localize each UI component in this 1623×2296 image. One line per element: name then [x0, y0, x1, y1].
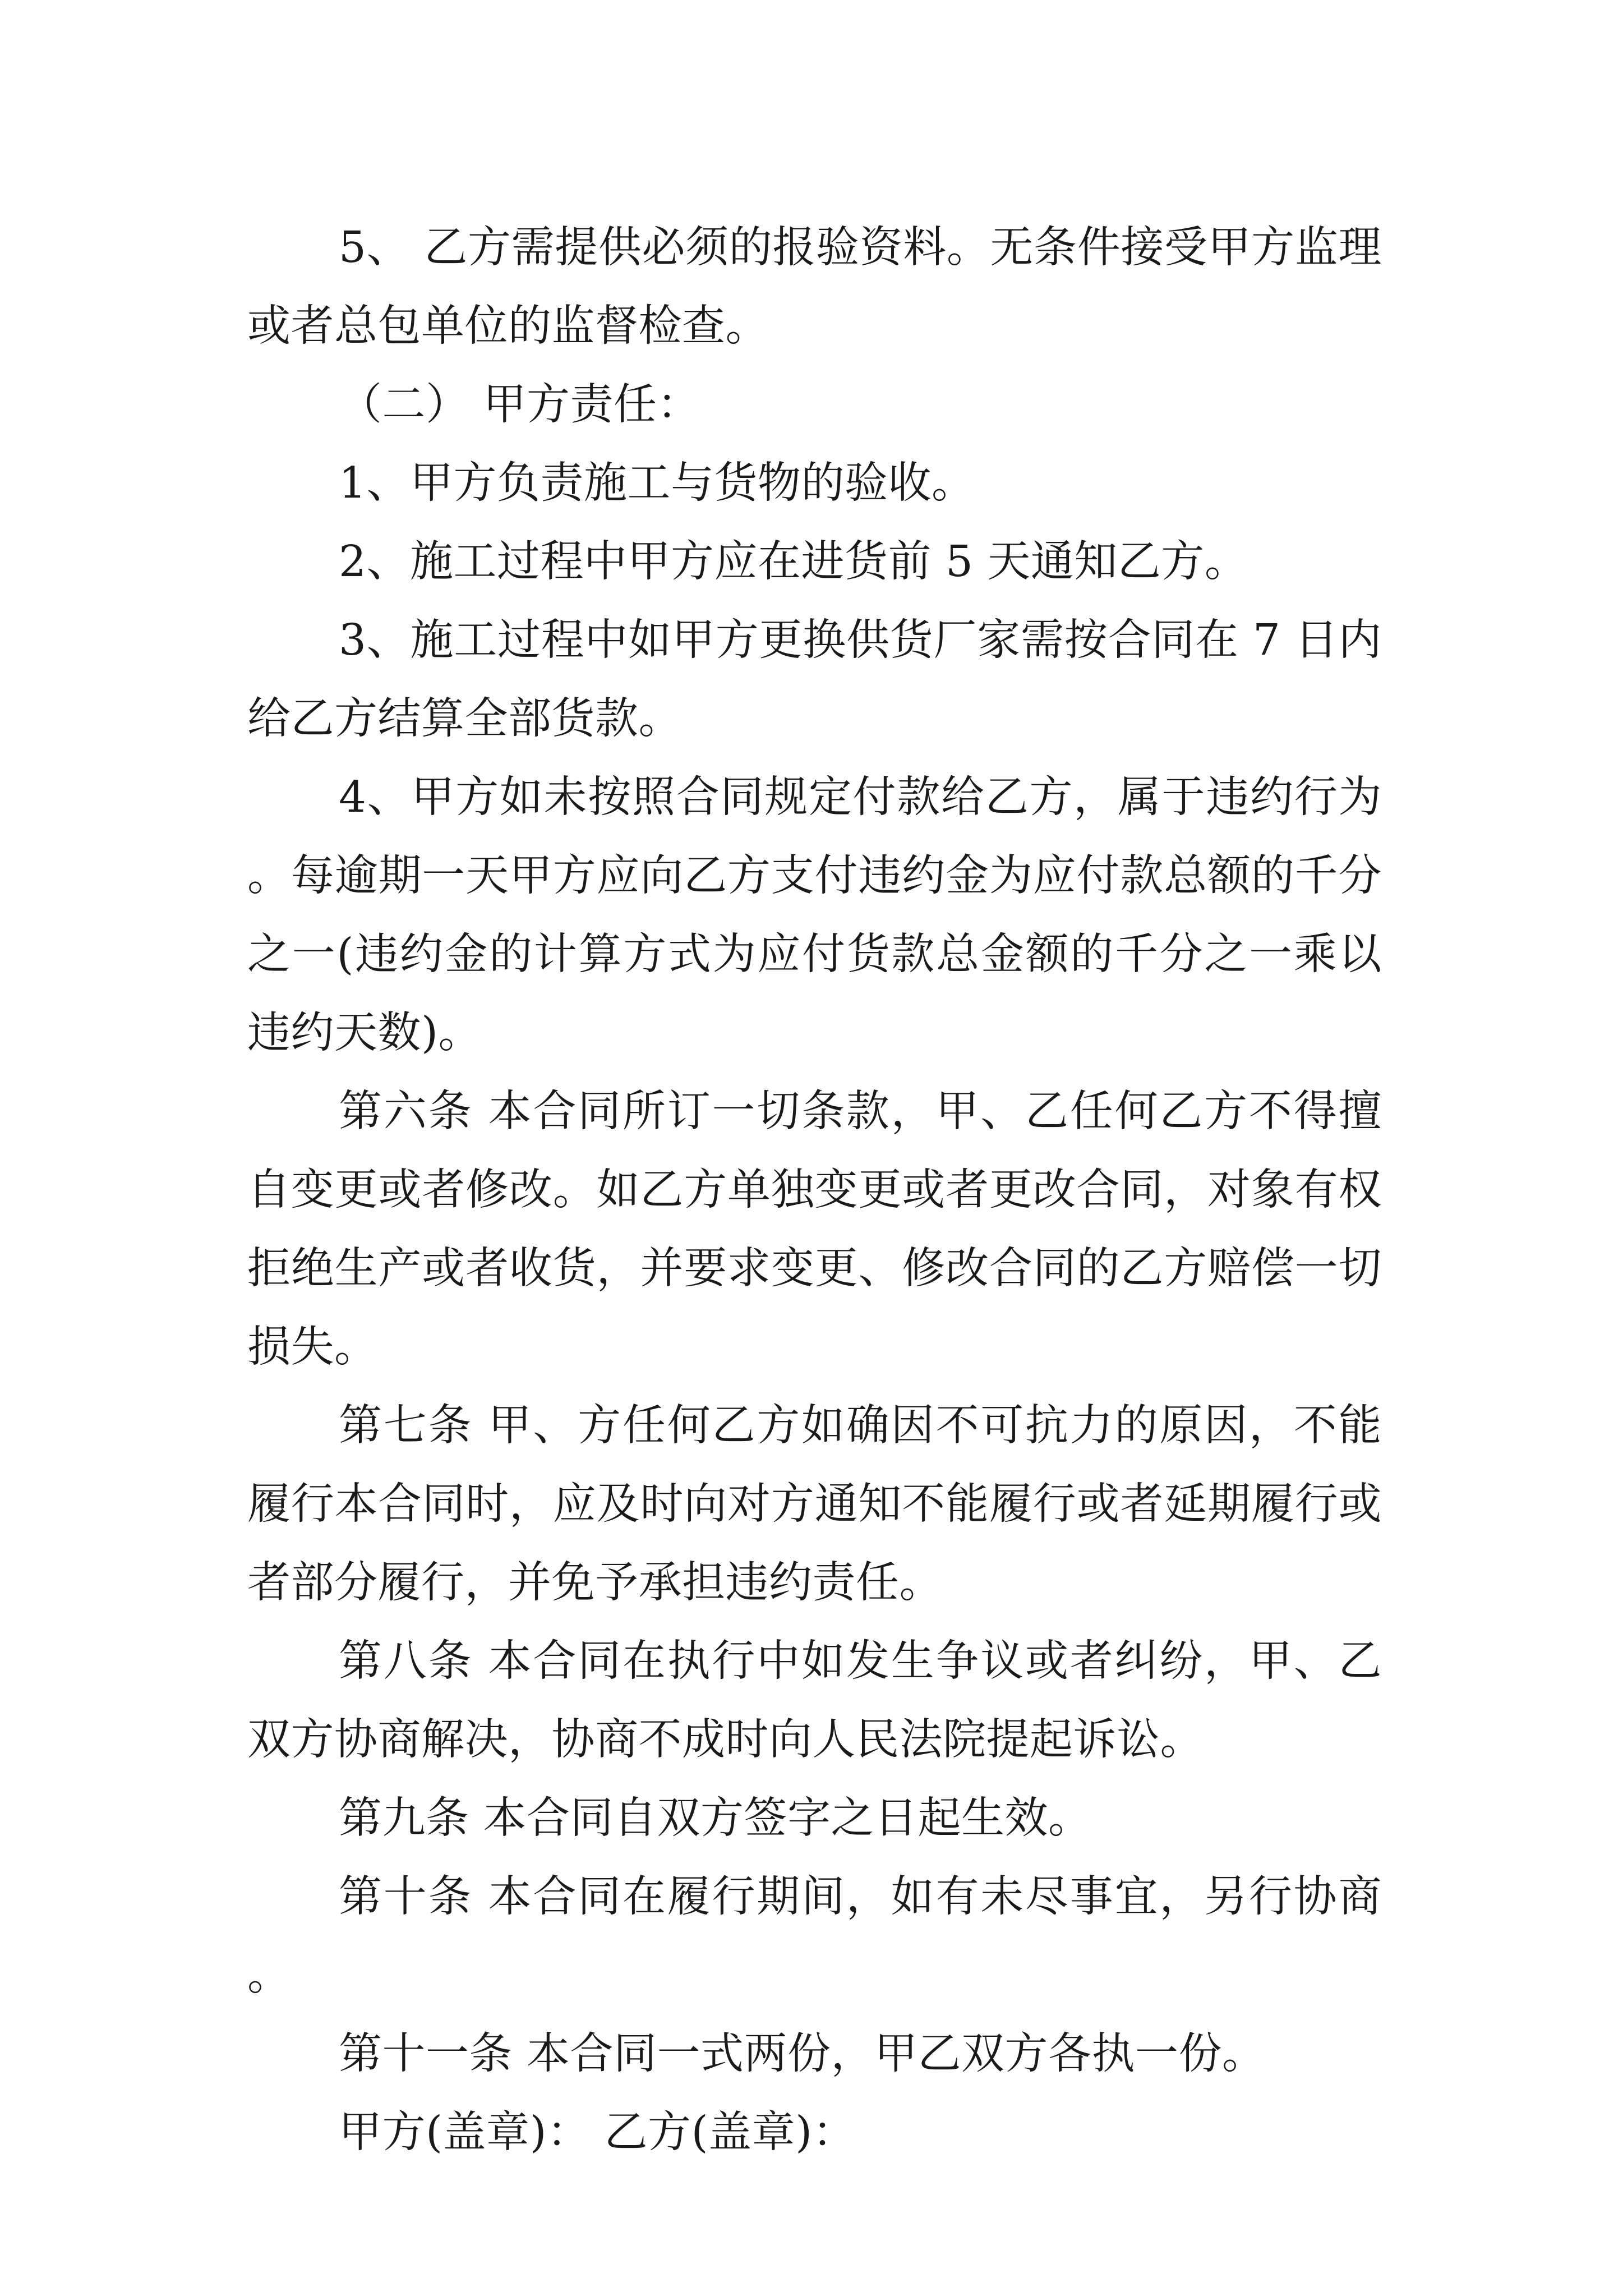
article-9: 第九条 本合同自双方签字之日起生效。: [339, 1793, 1092, 1843]
article-11: 第十一条 本合同一式两份，甲乙双方各执一份。: [339, 2029, 1266, 2079]
party-a-item-1: 1、甲方负责施工与货物的验收。: [339, 458, 975, 508]
signature-line: 甲方(盖章)： 乙方(盖章)：: [339, 2108, 856, 2157]
article-8: 第八条 本合同在执行中如发生争议或者纠纷，甲、乙双方协商解决，协商不成时向人民法院提起诉讼。: [247, 1636, 1382, 1765]
party-a-item-4: 4、甲方如未按照合同规定付款给乙方，属于违约行为。每逾期一天甲方应向乙方支付违约金为应付款总额的千分之一(违约金的计算方式为应付货款总金额的千分之一乘以违约天数)。: [247, 772, 1382, 1058]
contract-body: [247, 209, 1382, 2172]
party-a-responsibility-heading: （二） 甲方责任：: [339, 380, 700, 430]
party-a-item-2: 2、施工过程中甲方应在进货前 5 天通知乙方。: [339, 537, 1248, 587]
article-10: 第十条 本合同在履行期间，如有未尽事宜，另行协商。: [247, 1872, 1382, 2000]
party-a-item-3: 3、施工过程中如甲方更换供货厂家需按合同在 7 日内给乙方结算全部货款。: [247, 615, 1382, 744]
article-7: 第七条 甲、方任何乙方如确因不可抗力的原因，不能履行本合同时，应及时向对方通知不能履行或者延期履行或者部分履行，并免予承担违约责任。: [247, 1401, 1382, 1608]
article-6: 第六条 本合同所订一切条款，甲、乙任何乙方不得擅自变更或者修改。如乙方单独变更或者更改合同，对象有权拒绝生产或者收货，并要求变更、修改合同的乙方赔偿一切损失。: [247, 1087, 1382, 1372]
clause-5-inspection-materials: 5、 乙方需提供必须的报验资料。无条件接受甲方监理或者总包单位的监督检查。: [247, 223, 1382, 351]
